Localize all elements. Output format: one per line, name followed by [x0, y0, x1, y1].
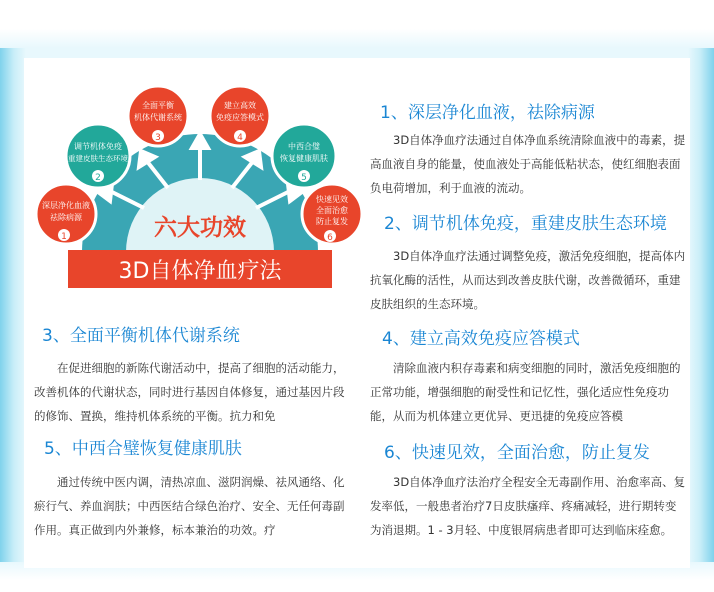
effect-circle-5: [272, 124, 336, 188]
top-band: [0, 0, 714, 48]
effect-number: 3: [155, 133, 161, 143]
effect-label: 深层净化血液: [42, 201, 90, 210]
section-3-body: [34, 356, 350, 428]
effect-number: 1: [61, 232, 67, 242]
effect-number: 5: [301, 173, 307, 183]
effect-number: 6: [327, 233, 333, 243]
section-3-text: 在促进细胞的新陈代谢活动中，提高了细胞的活动能力，改善机体的代谢状态，同时进行基因自体修复，通过基因片段的修饰、置换，维持机体系统的平衡。抗力和免: [34, 361, 345, 423]
effect-circle-6: [302, 184, 362, 244]
effect-number: 4: [237, 133, 243, 143]
effect-label: 重建皮肤生态环境: [68, 154, 128, 163]
effect-circle-2: [66, 124, 130, 188]
effect-label: 调节机体免疫: [74, 142, 122, 151]
section-2-body: [370, 244, 686, 316]
section-5-body: [34, 470, 350, 542]
section-2-text: 3D自体净血疗法通过调整免疫，激活免疫细胞，提高体内抗氧化酶的活性，从而达到改善皮肤代谢，改善微循环，重建皮肤组织的生态环境。: [370, 249, 686, 311]
effect-label: 祛除病源: [50, 213, 82, 222]
effect-label: 免疫应答模式: [216, 113, 264, 122]
section-1-text: 3D自体净血疗法通过自体净血系统清除血液中的毒素，提高血液自身的能量，使血液处于高能低粘状态，使红细胞表面负电荷增加，利于血液的流动。: [370, 133, 686, 195]
section-1-title: 1、深层净化血液，祛除病源: [380, 103, 595, 123]
six-effects-graphic: [34, 80, 364, 298]
section-4-title: 4、建立高效免疫应答模式: [382, 329, 580, 349]
effect-label: 中西合璧: [288, 142, 320, 151]
graphic-svg: [34, 80, 364, 298]
section-4-text: 清除血液内积存毒素和病变细胞的同时，激活免疫细胞的正常功能，增强细胞的耐受性和记忆性，强化适应性免疫功能，从而为机体建立更优异、更迅捷的免疫应答模: [370, 361, 681, 423]
effect-number: 2: [95, 173, 101, 183]
section-6-text: 3D自体净血疗法治疗全程安全无毒副作用、治愈率高、复发率低，一般患者治疗7日皮肤瘙痒、疼痛减轻，进行期转变为消退期。1 - 3月轻、中度银屑病患者即可达到临床痊愈。: [370, 475, 686, 537]
effect-label: 全面平衡: [142, 101, 174, 110]
section-4-body: [370, 356, 686, 428]
section-5-text: 通过传统中医内调，清热凉血、滋阴润燥、祛风通络、化瘀行气、养血润肤；中西医结合绿色治疗、安全、无任何毒副作用。真正做到内外兼修，标本兼治的功效。疗: [34, 475, 345, 537]
effect-label: 恢复健康肌肤: [280, 154, 328, 163]
section-6-title: 6、快速见效，全面治愈，防止复发: [384, 443, 650, 463]
section-2-title: 2、调节机体免疫，重建皮肤生态环境: [384, 214, 667, 234]
effect-label: 全面治愈: [316, 206, 348, 215]
arc-title: 六大功效: [154, 215, 246, 241]
effect-label: 快速见效: [316, 195, 348, 204]
banner-title: 3D自体净血疗法: [118, 259, 282, 284]
effect-circle-1: [36, 184, 96, 244]
section-6-body: [370, 470, 686, 542]
section-3-title: 3、全面平衡机体代谢系统: [42, 326, 240, 346]
section-1-body: [370, 128, 686, 200]
section-5-title: 5、中西合璧恢复健康肌肤: [44, 439, 242, 459]
effect-label: 机体代谢系统: [134, 113, 182, 122]
effect-label: 防止复发: [316, 217, 348, 226]
effect-circle-3: [128, 86, 188, 146]
effect-circle-4: [210, 86, 270, 146]
effect-label: 建立高效: [224, 101, 256, 110]
